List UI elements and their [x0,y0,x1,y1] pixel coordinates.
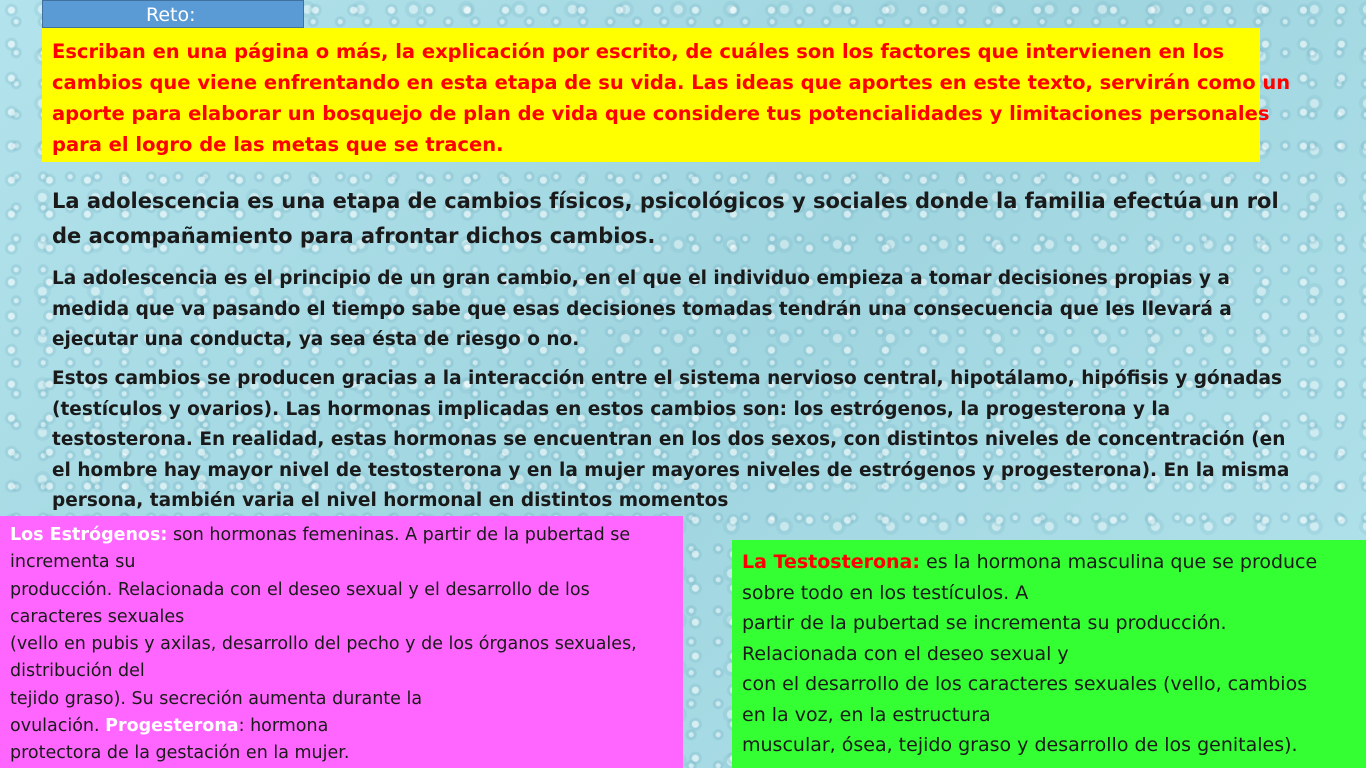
estrogen-line: producción. Relacionada con el deseo sexual y el desarrollo de los [10,579,590,600]
testosterone-line: sobre todo en los testículos. A [742,581,1029,604]
testosterone-line: partir de la pubertad se incrementa su producción. [742,612,1227,634]
testosterone-line: Relacionada con el deseo sexual y [742,642,1069,665]
challenge-line: para el logro de las metas que se tracen. [52,133,504,156]
paragraph-line: testosterona. En realidad, estas hormonas se encuentran en los dos sexos, con distintos niveles de concentración (en [52,429,1286,450]
testosterone-box [732,540,1366,768]
testosterone-line: en la voz, en la estructura [742,703,991,726]
intro-paragraph [52,184,1279,254]
testosterone-first-text: es la hormona masculina que se produce [919,551,1318,573]
challenge-line: aporte para elaborar un bosquejo de plan de vida que considere tus potencialidades y limitaciones personales [52,102,1270,125]
intro-line: La adolescencia es una etapa de cambios físicos, psicológicos y sociales donde la familia efectúa un rol [52,189,1279,213]
estrogen-first-text: son hormonas femeninas. A partir de la pubertad se [167,525,631,545]
progesterone-text: : hormona [238,716,329,737]
estrogen-line: distribución del [10,661,145,682]
testosterone-line: con el desarrollo de los caracteres sexuales (vello, cambios [742,673,1308,695]
paragraph-line: (testículos y ovarios). Las hormonas implicadas en estos cambios son: los estrógenos, la progesterona y la [52,398,1171,420]
estrogen-line: (vello en pubis y axilas, desarrollo del pecho y de los órganos sexuales, [10,634,637,655]
estrogen-heading: Los Estrógenos: [10,525,168,545]
hormones-paragraph [52,364,1312,517]
challenge-box [42,28,1291,162]
paragraph-line: el hombre hay mayor nivel de testosterona y en la mujer mayores niveles de estrógenos y progesterona). En la misma [52,459,1290,481]
challenge-line: Escriban en una página o más, la explicación por escrito, de cuáles son los factores que intervienen en los [52,40,1225,63]
ovulation-text: ovulación. [10,716,106,737]
adolescence-paragraph [52,264,1282,356]
estrogen-line: tejido graso). Su secreción aumenta durante la [10,688,423,709]
testosterone-line [742,547,1356,578]
testosterone-heading: La Testosterona: [742,551,920,573]
paragraph-line: medida que va pasando el tiempo sabe que esas decisiones tomadas tendrán una consecuencia que les llevará a [52,298,1232,320]
testosterone-line: muscular, ósea, tejido graso y desarrollo de los genitales). [742,734,1298,756]
estrogen-line: protectora de la gestación en la mujer. [10,743,350,764]
progesterone-heading: Progesterona [105,716,239,737]
estrogen-line [10,713,673,740]
estrogen-line: caracteres sexuales [10,606,185,627]
estrogen-line [10,522,673,549]
estrogen-box [0,516,683,768]
paragraph-line: Estos cambios se producen gracias a la interacción entre el sistema nervioso central, hipotálamo, hipófisis y gónadas [52,368,1283,389]
paragraph-line: persona, también varia el nivel hormonal en distintos momentos [52,490,729,511]
paragraph-line: La adolescencia es el principio de un gran cambio, en el que el individuo empieza a tomar decisiones propias y a [52,268,1230,289]
challenge-line: cambios que viene enfrentando en esta etapa de su vida. Las ideas que aportes en este texto, servirán como un [52,71,1291,94]
paragraph-line: ejecutar una conducta, ya sea ésta de riesgo o no. [52,329,580,350]
intro-line: de acompañamiento para afrontar dichos cambios. [52,224,656,248]
estrogen-line: incrementa su [10,552,136,573]
reto-label: Reto: [42,0,304,28]
